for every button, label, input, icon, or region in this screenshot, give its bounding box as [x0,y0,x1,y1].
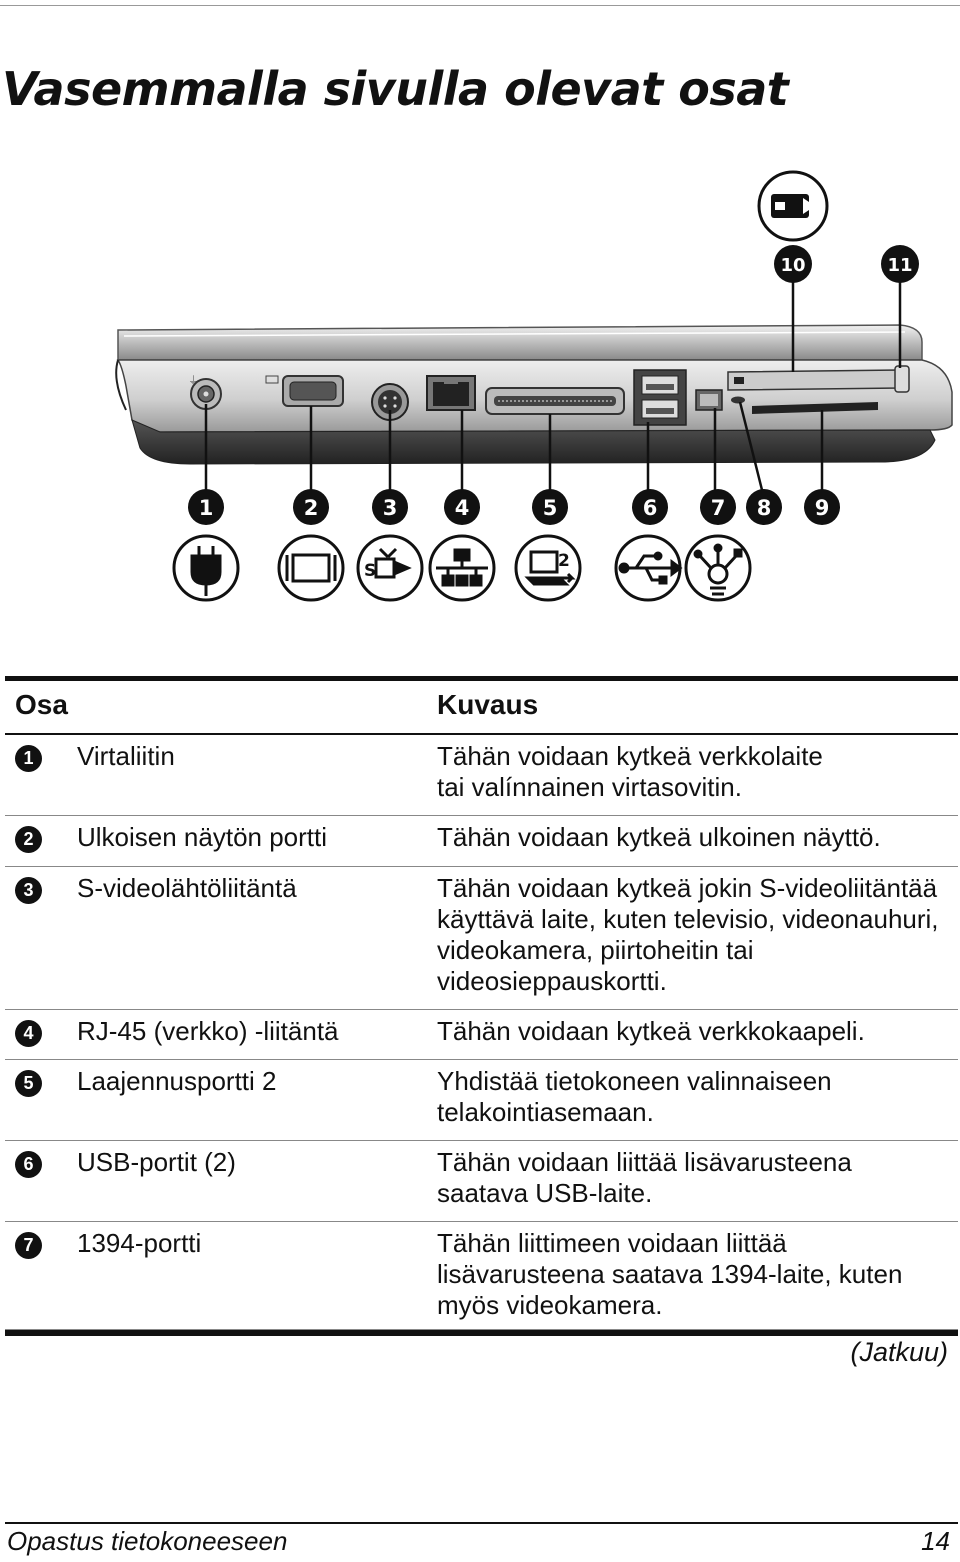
part-description: Yhdistää tietokoneen valinnaiseen telakointiasemaan. [437,1066,832,1127]
expansion-port-icon [516,536,580,600]
svg-text:9: 9 [814,496,830,520]
item-number: 5 [15,1070,42,1097]
part-name: 1394-portti [77,1228,202,1258]
port-1394 [696,390,722,410]
table-row [5,1141,958,1222]
item-number: 2 [15,826,42,853]
ieee1394-icon [686,536,750,600]
table-row [5,1222,958,1330]
part-description: Tähän voidaan liittää lisävarusteena saatava USB-laite. [437,1147,852,1208]
item-number: 7 [15,1232,42,1259]
svg-text:6: 6 [642,496,658,520]
svg-text:5: 5 [542,496,558,520]
svg-text:8: 8 [756,496,772,520]
usb-icon [616,536,680,600]
callout-4 [444,489,480,525]
table-row [5,1010,958,1060]
svg-text:2: 2 [558,551,570,571]
item-number: 1 [15,745,42,772]
svg-text:3: 3 [382,496,398,520]
power-plug-icon [174,536,238,600]
part-description: Tähän voidaan kytkeä jokin S-videoliitäntää käyttävä laite, kuten televisio, videonauhuri, videokamera, piirtoheitin tai videosieppauskortti. [437,873,939,996]
top-rule [0,5,960,6]
part-name: S-videolähtöliitäntä [77,873,297,903]
page-number: 14 [921,1526,950,1556]
svg-text:4: 4 [454,496,470,520]
header-part: Osa [15,689,68,720]
table-row [5,735,958,816]
callout-2 [293,489,329,525]
s-video-icon [358,536,422,600]
callout-7 [700,489,736,525]
table-row [5,1060,958,1141]
table-header [5,681,958,735]
svg-text:7: 7 [710,496,726,520]
part-description: Tähän voidaan kytkeä verkkokaapeli. [437,1016,865,1046]
callout-3 [372,489,408,525]
callout-9 [804,489,840,525]
item-number: 3 [15,877,42,904]
laptop-side-illustration [0,160,960,620]
part-name: Laajennusportti 2 [77,1066,277,1096]
svg-text:⏚: ⏚ [188,374,199,387]
callout-6 [632,489,668,525]
svg-text:10: 10 [780,255,806,276]
footer-title: Opastus tietokoneeseen [7,1526,288,1556]
page-title: Vasemmalla sivulla olevat osat [2,62,789,116]
item-number: 4 [15,1020,42,1047]
svg-text:1: 1 [198,496,214,520]
port-rj45 [427,376,475,410]
part-name: Ulkoisen näytön portti [77,822,328,852]
port-expansion [486,388,624,414]
callout-11 [881,245,919,283]
part-description: Tähän liittimeen voidaan liittää lisävarusteena saatava 1394-laite, kuten myös videokamera. [437,1228,903,1320]
table-bottom-rule [5,1330,958,1336]
network-icon [430,536,494,600]
svg-text:S: S [364,561,377,581]
components-table [5,676,958,1336]
svg-text:2: 2 [303,496,319,520]
part-description: Tähän voidaan kytkeä ulkoinen näyttö. [437,822,881,852]
callout-5 [532,489,568,525]
callout-10 [774,245,812,283]
table-row [5,816,958,867]
callout-8 [746,489,782,525]
part-name: Virtaliitin [77,741,175,771]
header-description: Kuvaus [437,689,539,720]
part-name: USB-portit (2) [77,1147,236,1177]
port-usb [634,370,686,425]
item-number: 6 [15,1151,42,1178]
external-monitor-icon [279,536,343,600]
footer-rule [5,1522,958,1524]
svg-text:11: 11 [887,255,913,276]
callout-1 [188,489,224,525]
part-description: Tähän voidaan kytkeä verkkolaite tai valínnainen virtasovitin. [437,741,823,802]
part-name: RJ-45 (verkko) -liitäntä [77,1016,339,1046]
continued-note: (Jatkuu) [850,1337,948,1367]
table-row [5,867,958,1010]
pc-card-eject-icon [759,172,827,240]
